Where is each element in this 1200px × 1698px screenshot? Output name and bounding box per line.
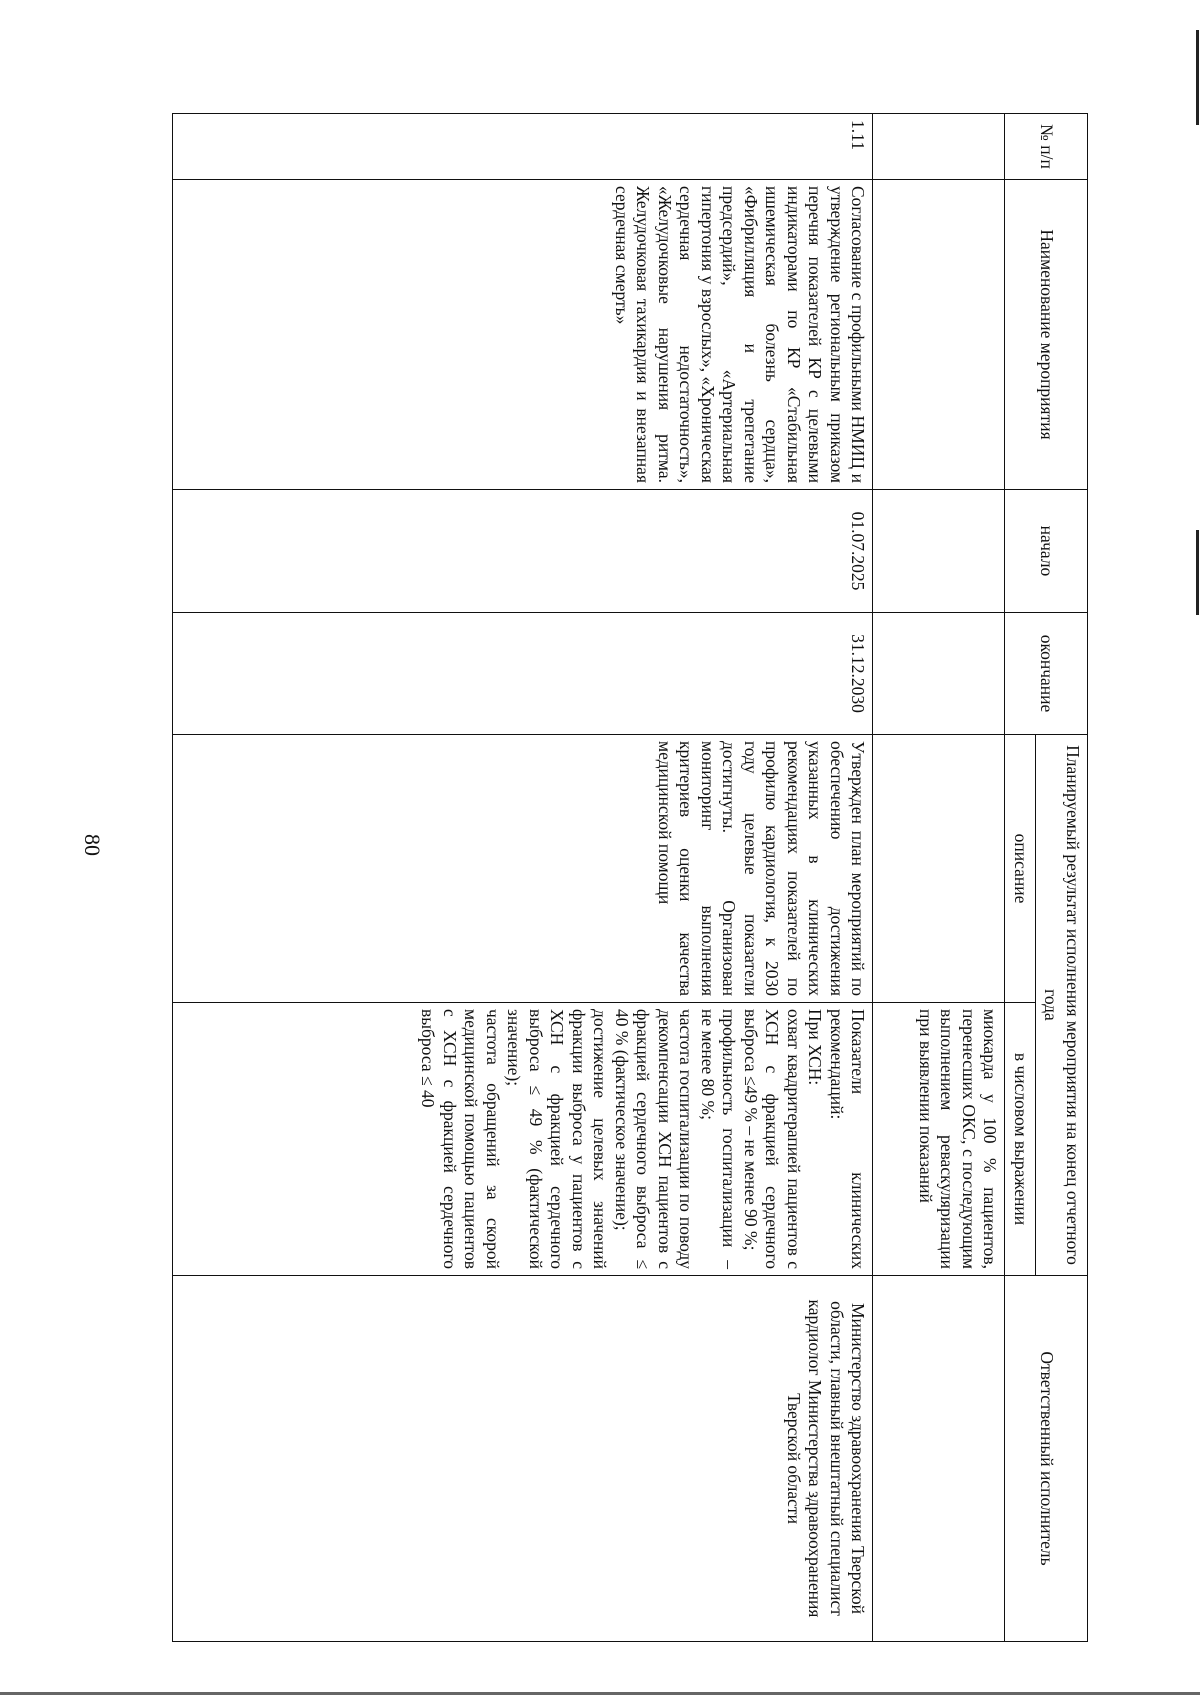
cell-number xyxy=(873,114,1005,180)
header-description: описание xyxy=(1005,735,1036,1003)
cell-description xyxy=(873,735,1005,1003)
table-row xyxy=(173,114,874,1642)
cell-responsible xyxy=(873,1276,1005,1642)
plan-table xyxy=(172,113,1088,1642)
cell-numeric: миокарда у 100 % пациентов, перенесших ОКС, с последующим выполнением реваскуляризации при выявлении показаний xyxy=(873,1003,1005,1276)
header-responsible: Ответственный исполнитель xyxy=(1005,1276,1088,1642)
table-header-row xyxy=(1036,114,1088,1642)
table-row xyxy=(873,114,1005,1642)
cell-number: 1.11 xyxy=(173,114,874,180)
cell-activity-name: Согласование с профильными НМИЦ и утверждение региональным приказом перечня показателей КР с целевыми индикаторами по КР «Стабильная ишемическая болезнь сердца», «Фибрилляция и трепетание предсердий», «Артериальная гипертония у взрослых», «Хроническая сердечная недостаточность», «Желудочковые нарушения ритма. Желудочковая тахикардия и внезапная сердечная смерть» xyxy=(173,180,874,490)
cell-end xyxy=(873,613,1005,735)
cell-responsible: Министерство здравоохранения Тверской области, главный внештатный специалист кардиолог Министерства здравоохранения Тверской области xyxy=(173,1276,874,1642)
cell-end: 31.12.2030 xyxy=(173,613,874,735)
scan-edge-mark-top xyxy=(1196,30,1199,125)
rotated-table-container xyxy=(172,113,1088,1641)
header-start: начало xyxy=(1005,490,1088,613)
header-numeric: в числовом выражении xyxy=(1005,1003,1036,1276)
cell-start: 01.07.2025 xyxy=(173,490,874,613)
header-planned-result: Планируемый результат исполнения мероприятия на конец отчетного года xyxy=(1036,735,1088,1276)
header-end: окончание xyxy=(1005,613,1088,735)
scan-edge-mark-bottom xyxy=(0,1692,1200,1695)
page-number: 80 xyxy=(80,834,105,856)
cell-start xyxy=(873,490,1005,613)
scan-edge-mark-middle xyxy=(1196,530,1199,615)
cell-numeric: Показатели клинических рекомендаций: При ХСН: охват квадритерапией пациентов с ХСН с фракцией сердечного выброса ≤49 % – не менее 90 %; профильность госпитализации – не менее 80 %; частота госпитализации по поводу декомпенсации ХСН пациентов с фракцией сердечного выброса ≤ 40 % (фактическое значение); достижение целевых значений фракции выброса у пациентов с ХСН с фракцией сердечного выброса ≤ 49 % (фактической значение); частота обращений за скорой медицинской помощью пациентов с ХСН с фракцией сердечного выброса ≤ 40 xyxy=(173,1003,874,1276)
header-activity-name: Наименование мероприятия xyxy=(1005,180,1088,490)
cell-activity-name xyxy=(873,180,1005,490)
header-number: № п/п xyxy=(1005,114,1088,180)
cell-description: Утвержден план мероприятий по обеспечению достижения указанных в клинических рекомендациях показателей по профилю кардиология, к 2030 году целевые показатели достигнуты. Организован мониторинг выполнения критериев оценки качества медицинской помощи xyxy=(173,735,874,1003)
